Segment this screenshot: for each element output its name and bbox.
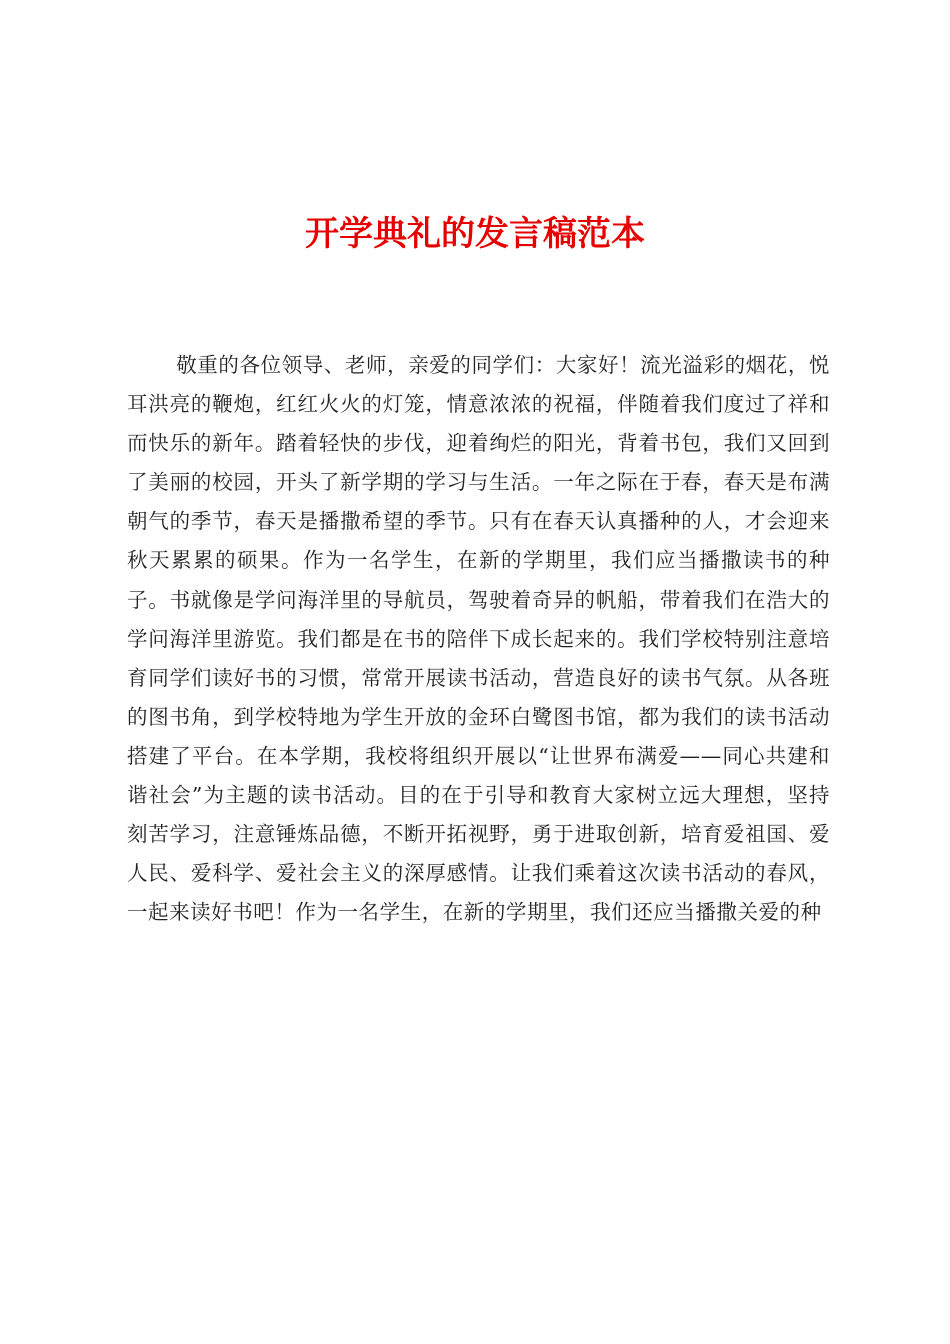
document-title: 开学典礼的发言稿范本 — [305, 214, 645, 254]
body-paragraph: 敬重的各位领导、老师，亲爱的同学们：大家好！流光溢彩的烟花，悦耳洪亮的鞭炮，红红火火的灯笼，情意浓浓的祝福，伴随着我们度过了祥和而快乐的新年。踏着轻快的步伐，迎着绚烂的阳光，背着书包，我们又回到了美丽的校园，开头了新学期的学习与生活。一年之际在于春，春天是布满朝气的季节，春天是播撒希望的季节。只有在春天认真播种的人，才会迎来秋天累累的硕果。作为一名学生，在新的学期里，我们应当播撒读书的种子。书就像是学问海洋里的导航员，驾驶着奇异的帆船，带着我们在浩大的学问海洋里游览。我们都是在书的陪伴下成长起来的。我们学校特别注意培育同学们读好书的习惯，常常开展读书活动，营造良好的读书气氛。从各班的图书角，到学校特地为学生开放的金环白鹭图书馆，都为我们的读书活动搭建了平台。在本学期，我校将组织开展以“让世界布满爱——同心共建和谐社会”为主题的读书活动。目的在于引导和教育大家树立远大理想，坚持刻苦学习，注意锤炼品德，不断开拓视野，勇于进取创新，培育爱祖国、爱人民、爱科学、爱社会主义的深厚感情。让我们乘着这次读书活动的春风，一起来读好书吧！作为一名学生，在新的学期里，我们还应当播撒关爱的种 — [127, 353, 830, 925]
